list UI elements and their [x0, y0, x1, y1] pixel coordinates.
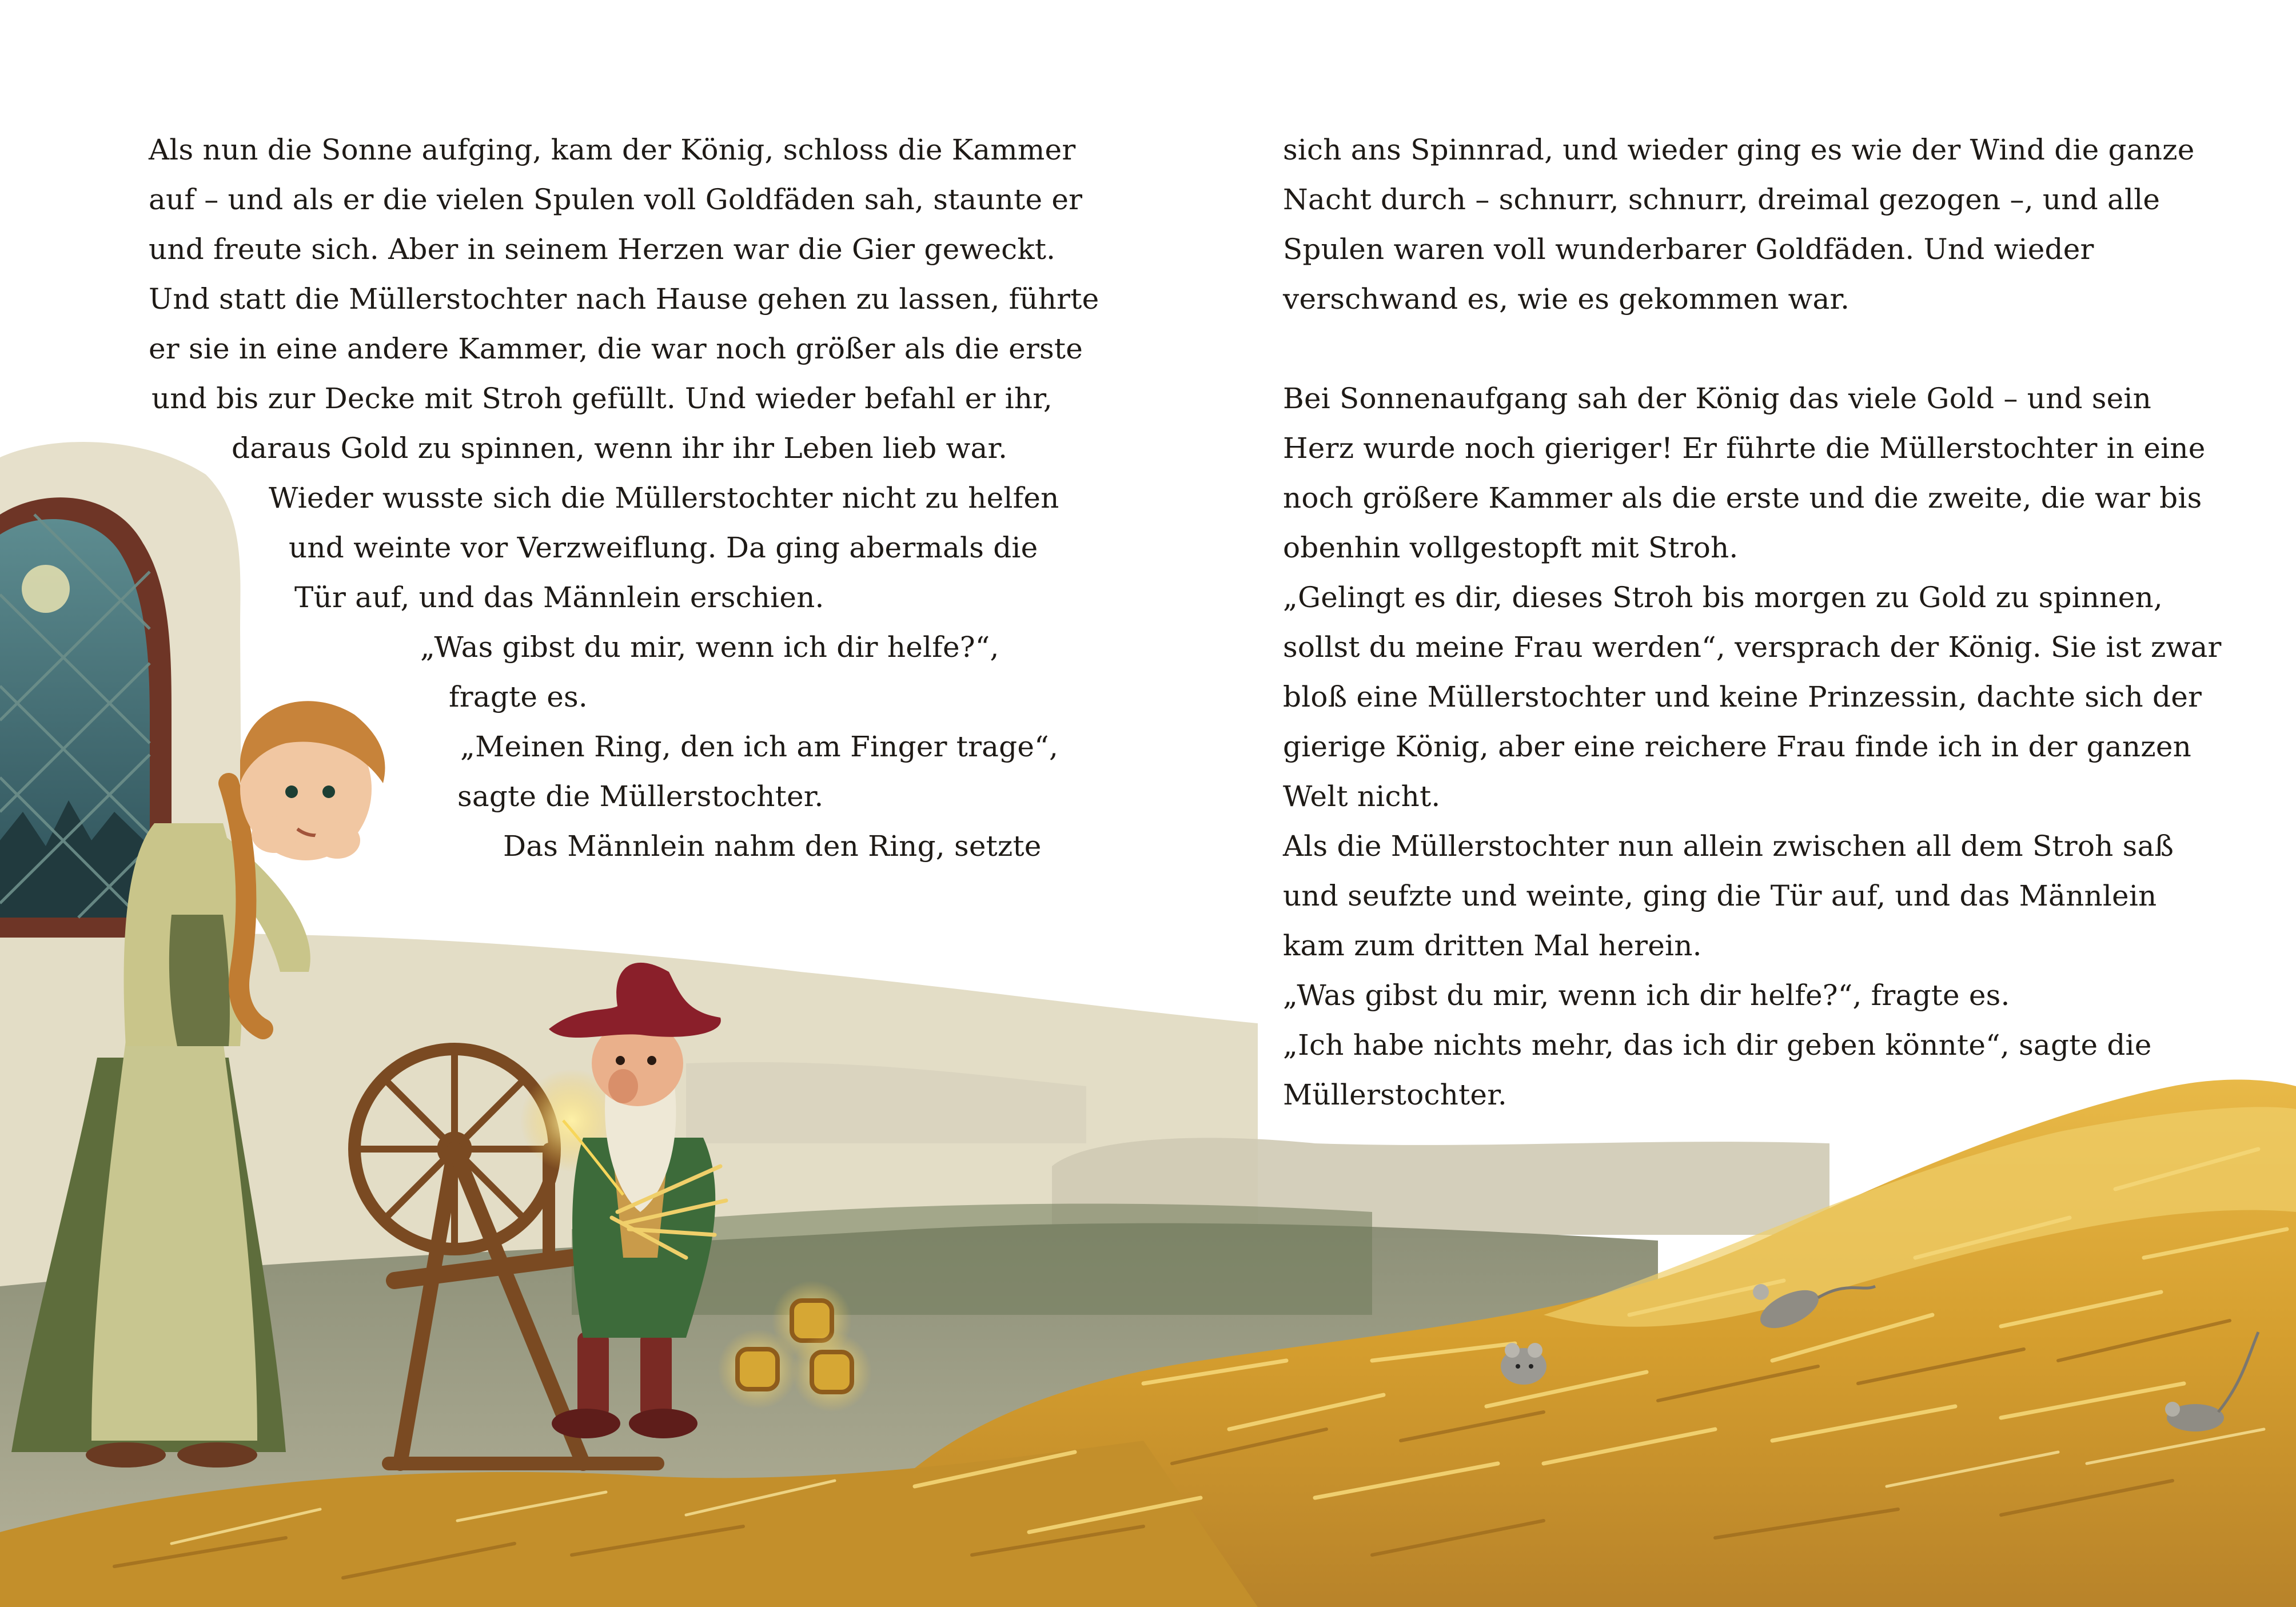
- text-line: und weinte vor Verzweiflung. Da ging abermals die: [289, 531, 1038, 564]
- right-page-text: [1283, 125, 2222, 1120]
- text-line: „Ich habe nichts mehr, das ich dir geben könnte“, sagte die: [1283, 1028, 2152, 1062]
- text-line: „Gelingt es dir, dieses Stroh bis morgen zu Gold zu spinnen,: [1283, 581, 2163, 614]
- text-line: sollst du meine Frau werden“, versprach der König. Sie ist zwar: [1283, 631, 2222, 664]
- left-page-text: [0, 125, 1099, 871]
- text-line: Als die Müllerstochter nun allein zwischen all dem Stroh saß: [1283, 830, 2174, 863]
- text-line: Als nun die Sonne aufging, kam der König, schloss die Kammer: [149, 133, 1076, 166]
- text-line: und freute sich. Aber in seinem Herzen war die Gier geweckt.: [149, 233, 1056, 266]
- text-line: noch größere Kammer als die erste und die zweite, die war bis: [1283, 481, 2202, 515]
- text-line: Welt nicht.: [1283, 780, 1441, 813]
- text-line: „Meinen Ring, den ich am Finger trage“,: [460, 730, 1059, 763]
- text-line: gierige König, aber eine reichere Frau finde ich in der ganzen: [1283, 730, 2192, 763]
- text-line: Das Männlein nahm den Ring, setzte: [503, 830, 1042, 863]
- text-line: sagte die Müllerstochter.: [457, 780, 824, 813]
- text-line: fragte es.: [449, 680, 588, 713]
- text-line: Wieder wusste sich die Müllerstochter nicht zu helfen: [269, 481, 1059, 515]
- text-line: verschwand es, wie es gekommen war.: [1283, 282, 1850, 316]
- text-line: Bei Sonnenaufgang sah der König das viele Gold – und sein: [1283, 382, 2152, 415]
- text-line: „Was gibst du mir, wenn ich dir helfe?“,: [420, 631, 999, 664]
- text-line: sich ans Spinnrad, und wieder ging es wie der Wind die ganze: [1283, 133, 2195, 166]
- text-line: und bis zur Decke mit Stroh gefüllt. Und wieder befahl er ihr,: [152, 382, 1053, 415]
- text-line: er sie in eine andere Kammer, die war noch größer als die erste: [149, 332, 1083, 365]
- text-line: Spulen waren voll wunderbarer Goldfäden. Und wieder: [1283, 233, 2094, 266]
- text-line: obenhin vollgestopft mit Stroh.: [1283, 531, 1739, 564]
- text-line: Und statt die Müllerstochter nach Hause gehen zu lassen, führte: [149, 282, 1099, 316]
- text-line: Müllerstochter.: [1283, 1078, 1507, 1111]
- paragraph-gap: [1283, 324, 2222, 374]
- text-line: bloß eine Müllerstochter und keine Prinzessin, dachte sich der: [1283, 680, 2202, 713]
- mouse-icon: [1501, 1343, 1546, 1385]
- text-line: „Was gibst du mir, wenn ich dir helfe?“, fragte es.: [1283, 979, 2010, 1012]
- text-line: Nacht durch – schnurr, schnurr, dreimal gezogen –, und alle: [1283, 183, 2161, 216]
- text-line: daraus Gold zu spinnen, wenn ihr ihr Leben lieb war.: [232, 432, 1008, 465]
- text-line: Herz wurde noch gieriger! Er führte die Müllerstochter in eine: [1283, 432, 2206, 465]
- text-line: und seufzte und weinte, ging die Tür auf, und das Männlein: [1283, 879, 2157, 912]
- text-line: kam zum dritten Mal herein.: [1283, 929, 1702, 962]
- text-line: Tür auf, und das Männlein erschien.: [294, 581, 824, 614]
- text-line: auf – und als er die vielen Spulen voll Goldfäden sah, staunte er: [149, 183, 1083, 216]
